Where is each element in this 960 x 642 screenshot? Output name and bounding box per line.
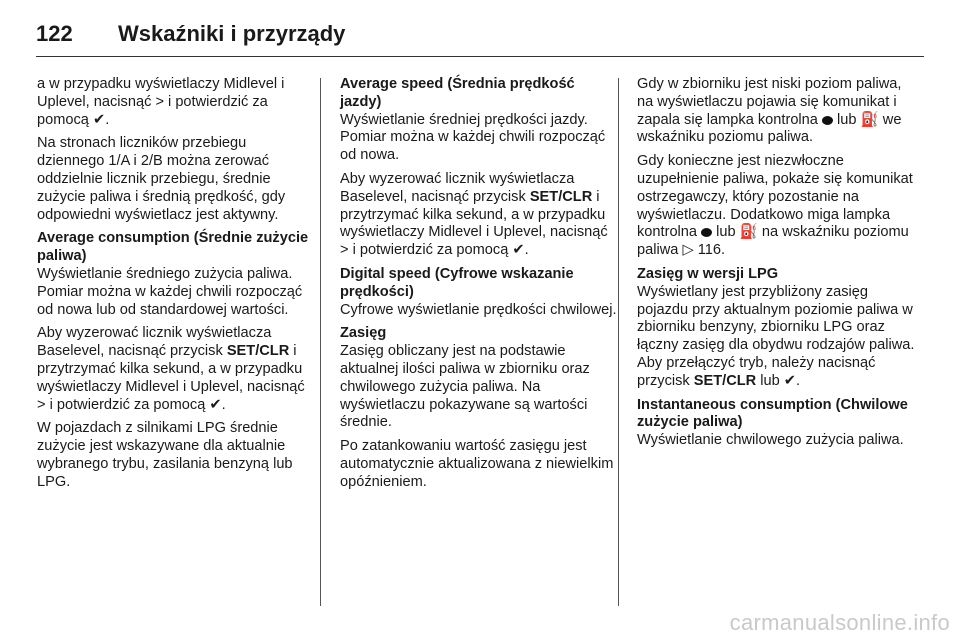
paragraph: Aby wyzerować licznik wyświetlacza Baselevel, nacisnąć przycisk SET/CLR i przytrzymać kilka sekund, a w przypadku wyświetlaczy Midlevel i Uplevel, nacisnąć > i potwierdzić za pomocą ✔. xyxy=(340,170,608,259)
page-number: 122 xyxy=(36,21,73,46)
header-divider xyxy=(36,56,924,57)
checkmark-icon: ✔ xyxy=(92,111,106,128)
paragraph: Cyfrowe wyświetlanie prędkości chwilowej. xyxy=(340,301,617,318)
checkmark-icon: ✔ xyxy=(209,396,222,413)
paragraph: Gdy w zbiorniku jest niski poziom paliwa, na wyświetlaczu pojawia się komunikat i zapala się lampka kontrolna lub ⛽ we wskaźniku poziomu paliwa. xyxy=(637,76,902,146)
section-heading: Instantaneous consumption (Chwilowe zużycie paliwa) xyxy=(637,396,908,431)
paragraph: Na stronach liczników przebiegu dziennego 1/A i 2/B można zerować oddzielnie licznik przebiegu, średnie zużycie paliwa i średnią prędkość, gdy odpowiedni wyświetlacz jest aktywny. xyxy=(37,135,286,223)
column-divider-2 xyxy=(618,78,619,606)
section-heading: Average speed (Średnia prędkość jazdy) xyxy=(340,76,575,110)
paragraph: Zasięg obliczany jest na podstawie aktualnej ilości paliwa w zbiorniku oraz chwilowego zużycia paliwa. Na wyświetlaczu pokazywane są wartości średnie. xyxy=(340,343,590,431)
chevron-right-icon: > xyxy=(37,396,46,413)
column-3 xyxy=(637,76,915,456)
warning-lamp-icon xyxy=(822,116,833,125)
paragraph: Wyświetlanie chwilowego zużycia paliwa. xyxy=(637,432,904,449)
section-heading: Zasięg xyxy=(340,325,387,342)
page-reference-link[interactable]: 116. xyxy=(693,242,726,259)
watermark: carmanualsonline.info xyxy=(729,610,950,635)
paragraph: Wyświetlany jest przybliżony zasięg pojazdu przy aktualnym poziomie paliwa w zbiorniku benzyny, zbiorniku LPG oraz łączny zasięg dla obydwu rodzajów paliwa. Aby przełączyć tryb, należy nacisnąć przycisk SET/CLR lub ✔. xyxy=(637,283,915,389)
page-title: Wskaźniki i przyrządy xyxy=(118,21,346,46)
warning-lamp-icon xyxy=(701,228,712,237)
paragraph: Gdy konieczne jest niezwłoczne uzupełnienie paliwa, pokaże się komunikat ostrzegawczy, który pozostanie na wyświetlaczu. Dodatkowo miga lampka kontrolna lub ⛽ na wskaźniku poziomu paliwa ▷ 116. xyxy=(637,153,913,259)
chevron-right-icon: > xyxy=(155,93,164,110)
page-reference-triangle-icon[interactable]: ▷ xyxy=(682,242,694,259)
section-heading: Average consumption (Średnie zużycie paliwa) xyxy=(37,230,309,265)
key-label: SET/CLR xyxy=(693,372,757,389)
paragraph: Wyświetlanie średniej prędkości jazdy. Pomiar można w każdej chwili rozpocząć od nowa. xyxy=(340,111,606,164)
fuel-pump-icon: ⛽ xyxy=(739,224,758,241)
section-heading: Digital speed (Cyfrowe wskazanie prędkości) xyxy=(340,265,574,300)
checkmark-icon: ✔ xyxy=(512,242,525,259)
paragraph: Po zatankowaniu wartość zasięgu jest automatycznie aktualizowana z niewielkim opóźnieniem. xyxy=(340,438,614,490)
column-1 xyxy=(37,76,315,498)
paragraph: Wyświetlanie średniego zużycia paliwa. Pomiar można w każdej chwili rozpocząć od nowa lub od standardowej wartości. xyxy=(37,265,303,318)
key-label: SET/CLR xyxy=(529,188,593,205)
paragraph: a w przypadku wyświetlaczy Midlevel i Uplevel, nacisnąć > i potwierdzić za pomocą ✔. xyxy=(37,76,285,128)
column-2 xyxy=(340,76,618,498)
key-label: SET/CLR xyxy=(226,343,290,360)
paragraph: Aby wyzerować licznik wyświetlacza Baselevel, nacisnąć przycisk SET/CLR i przytrzymać kilka sekund, a w przypadku wyświetlaczy Midlevel i Uplevel, nacisnąć > i potwierdzić za pomocą ✔. xyxy=(37,325,305,413)
checkmark-icon: ✔ xyxy=(783,372,797,389)
page-header xyxy=(36,14,345,54)
chevron-right-icon: > xyxy=(340,242,349,259)
fuel-pump-icon: ⛽ xyxy=(860,111,879,128)
section-heading: Zasięg w wersji LPG xyxy=(637,265,779,282)
paragraph: W pojazdach z silnikami LPG średnie zużycie jest wskazywane dla aktualnie wybranego trybu, zasilania benzyną lub LPG. xyxy=(37,420,293,490)
column-divider-1 xyxy=(320,78,321,606)
